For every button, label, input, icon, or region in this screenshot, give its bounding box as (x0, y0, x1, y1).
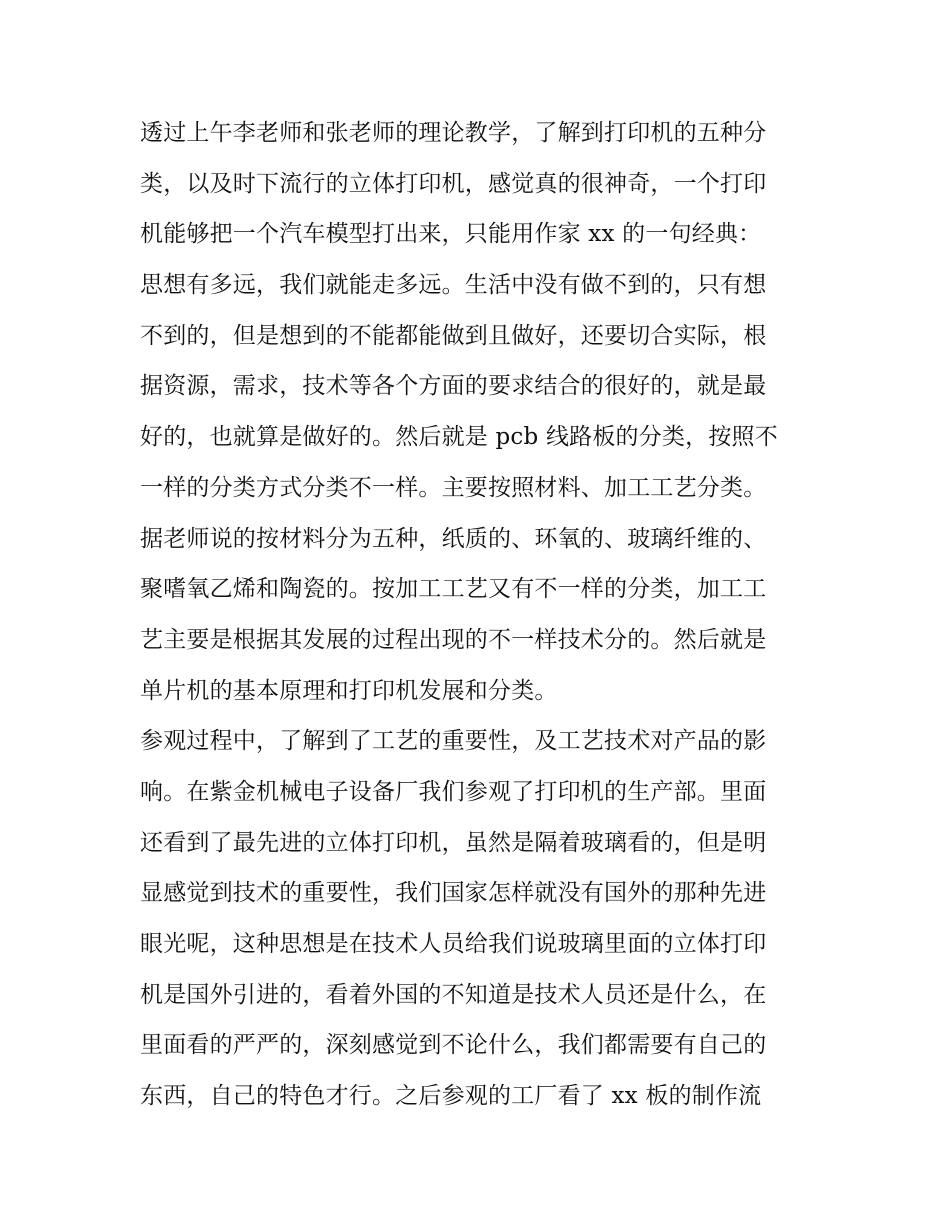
text-line: 透过上午李老师和张老师的理论教学，了解到打印机的五种分 (140, 120, 767, 146)
text-line: 显感觉到技术的重要性，我们国家怎样就没有国外的那种先进 (140, 880, 767, 907)
text-line: 不到的，但是想到的不能都能做到且做好，还要切合实际，根 (140, 322, 767, 349)
text-line: 响。在紫金机械电子设备厂我们参观了打印机的生产部。里面 (140, 778, 767, 805)
text-line: 据资源，需求，技术等各个方面的要求结合的很好的，就是最 (140, 373, 767, 400)
document-body (140, 108, 840, 1122)
text-line: 据老师说的按材料分为五种，纸质的、环氧的、玻璃纤维的、 (140, 525, 767, 552)
text-line: 单片机的基本原理和打印机发展和分类。 (140, 677, 558, 704)
text-line: 一样的分类方式分类不一样。主要按照材料、加工工艺分类。 (140, 474, 767, 501)
text-line: 东西，自己的特色才行。之后参观的工厂看了 xx 板的制作流 (140, 1083, 762, 1110)
text-line: 思想有多远，我们就能走多远。生活中没有做不到的，只有想 (140, 272, 767, 299)
text-line: 眼光呢，这种思想是在技术人员给我们说玻璃里面的立体打印 (140, 931, 767, 957)
text-line: 艺主要是根据其发展的过程出现的不一样技术分的。然后就是 (140, 626, 767, 653)
text-line: 机能够把一个汽车模型打出来，只能用作家 xx 的一句经典： (140, 221, 762, 248)
text-line: 参观过程中，了解到了工艺的重要性，及工艺技术对产品的影 (140, 728, 767, 755)
text-line: 类，以及时下流行的立体打印机，感觉真的很神奇，一个打印 (140, 170, 767, 197)
text-line: 好的，也就算是做好的。然后就是 pcb 线路板的分类，按照不 (140, 424, 778, 451)
text-line: 聚嗜氧乙烯和陶瓷的。按加工工艺又有不一样的分类，加工工 (140, 576, 767, 603)
text-line: 里面看的严严的，深刻感觉到不论什么，我们都需要有自己的 (140, 1032, 767, 1059)
text-line: 还看到了最先进的立体打印机，虽然是隔着玻璃看的，但是明 (140, 829, 767, 856)
text-line: 机是国外引进的，看着外国的不知道是技术人员还是什么，在 (140, 981, 767, 1008)
